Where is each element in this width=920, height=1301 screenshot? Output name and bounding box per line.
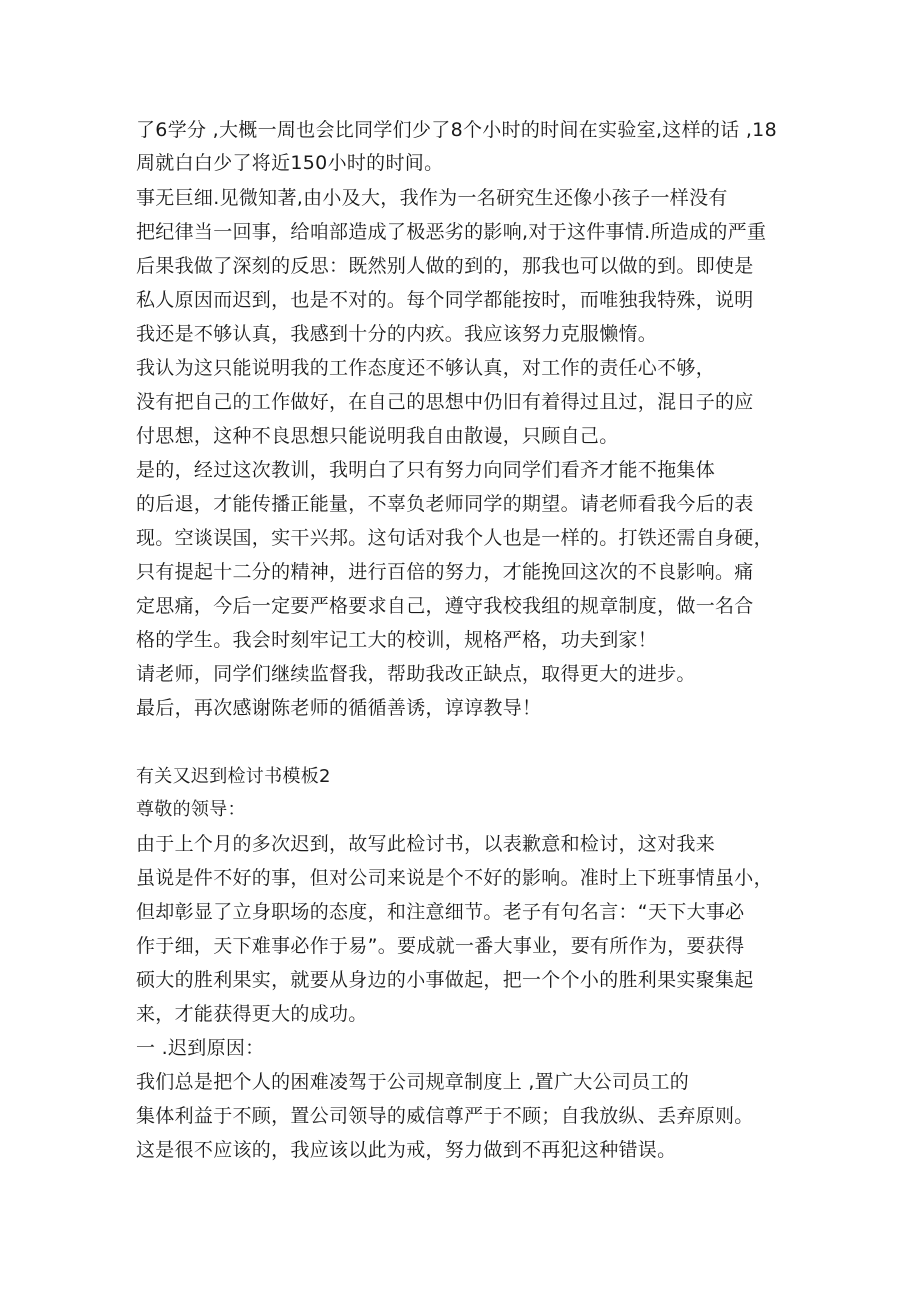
text-line: 请老师，同学们继续监督我，帮助我改正缺点，取得更大的进步。 <box>136 663 696 685</box>
text-line: 我认为这只能说明我的工作态度还不够认真，对工作的责任心不够， <box>136 357 716 379</box>
text-line: 格的学生。我会时刻牢记工大的校训，规格严格，功夫到家！ <box>136 629 658 651</box>
text-line: 没有把自己的工作做好，在自己的思想中仍旧有着得过且过，混日子的应 <box>136 391 754 413</box>
text-line: 了6学分 ,大概一周也会比同学们少了8个小时的时间在实验室,这样的话 ,18 <box>136 119 777 141</box>
text-line: 硕大的胜利果实，就要从身边的小事做起，把一个个小的胜利果实聚集起 <box>136 969 754 991</box>
text-line: 把纪律当一回事，给咱部造成了极恶劣的影响,对于这件事情.所造成的严重 <box>136 221 767 243</box>
text-line: 后果我做了深刻的反思：既然别人做的到的，那我也可以做的到。即使是 <box>136 255 754 277</box>
text-line: 一 .迟到原因： <box>136 1037 265 1059</box>
text-line: 这是很不应该的，我应该以此为戒，努力做到不再犯这种错误。 <box>136 1139 677 1161</box>
text-line: 我还是不够认真，我感到十分的内疚。我应该努力克服懒惰。 <box>136 323 658 345</box>
text-line: 付思想，这种不良思想只能说明我自由散谩，只顾自己。 <box>136 425 619 447</box>
text-line: 事无巨细.见微知著,由小及大，我作为一名研究生还像小孩子一样没有 <box>136 187 728 209</box>
salutation: 尊敬的领导： <box>136 799 246 820</box>
text-line: 定思痛，今后一定要严格要求自己，遵守我校我组的规章制度，做一名合 <box>136 595 754 617</box>
text-line: 周就白白少了将近150小时的时间。 <box>136 152 444 174</box>
text-line: 现。空谈误国，实干兴邦。这句话对我个人也是一样的。打铁还需自身硬， <box>136 527 773 549</box>
text-line: 只有提起十二分的精神，进行百倍的努力，才能挽回这次的不良影响。痛 <box>136 561 754 583</box>
text-line: 虽说是件不好的事，但对公司来说是个不好的影响。准时上下班事情虽小， <box>136 867 773 889</box>
text-line: 来，才能获得更大的成功。 <box>136 1003 368 1025</box>
text-line: 私人原因而迟到，也是不对的。每个同学都能按时，而唯独我特殊，说明 <box>136 289 754 311</box>
text-line: 最后，再次感谢陈老师的循循善诱，谆谆教导！ <box>136 697 542 719</box>
text-line: 是的，经过这次教训，我明白了只有努力向同学们看齐才能不拖集体 <box>136 459 716 481</box>
text-line: 由于上个月的多次迟到，故写此检讨书，以表歉意和检讨，这对我来 <box>136 833 716 855</box>
text-line: 作于细，天下难事必作于易”。要成就一番大事业，要有所作为，要获得 <box>136 935 745 957</box>
text-line: 的后退，才能传播正能量，不辜负老师同学的期望。请老师看我今后的表 <box>136 493 754 515</box>
text-line: 集体利益于不顾，置公司领导的威信尊严于不顾；自我放纵、丢弃原则。 <box>136 1105 754 1127</box>
section-title: 有关又迟到检讨书模板2 <box>136 766 331 787</box>
text-line: 我们总是把个人的困难凌驾于公司规章制度上 ,置广大公司员工的 <box>136 1071 690 1093</box>
text-line: 但却彰显了立身职场的态度，和注意细节。老子有句名言：“天下大事必 <box>136 901 745 923</box>
